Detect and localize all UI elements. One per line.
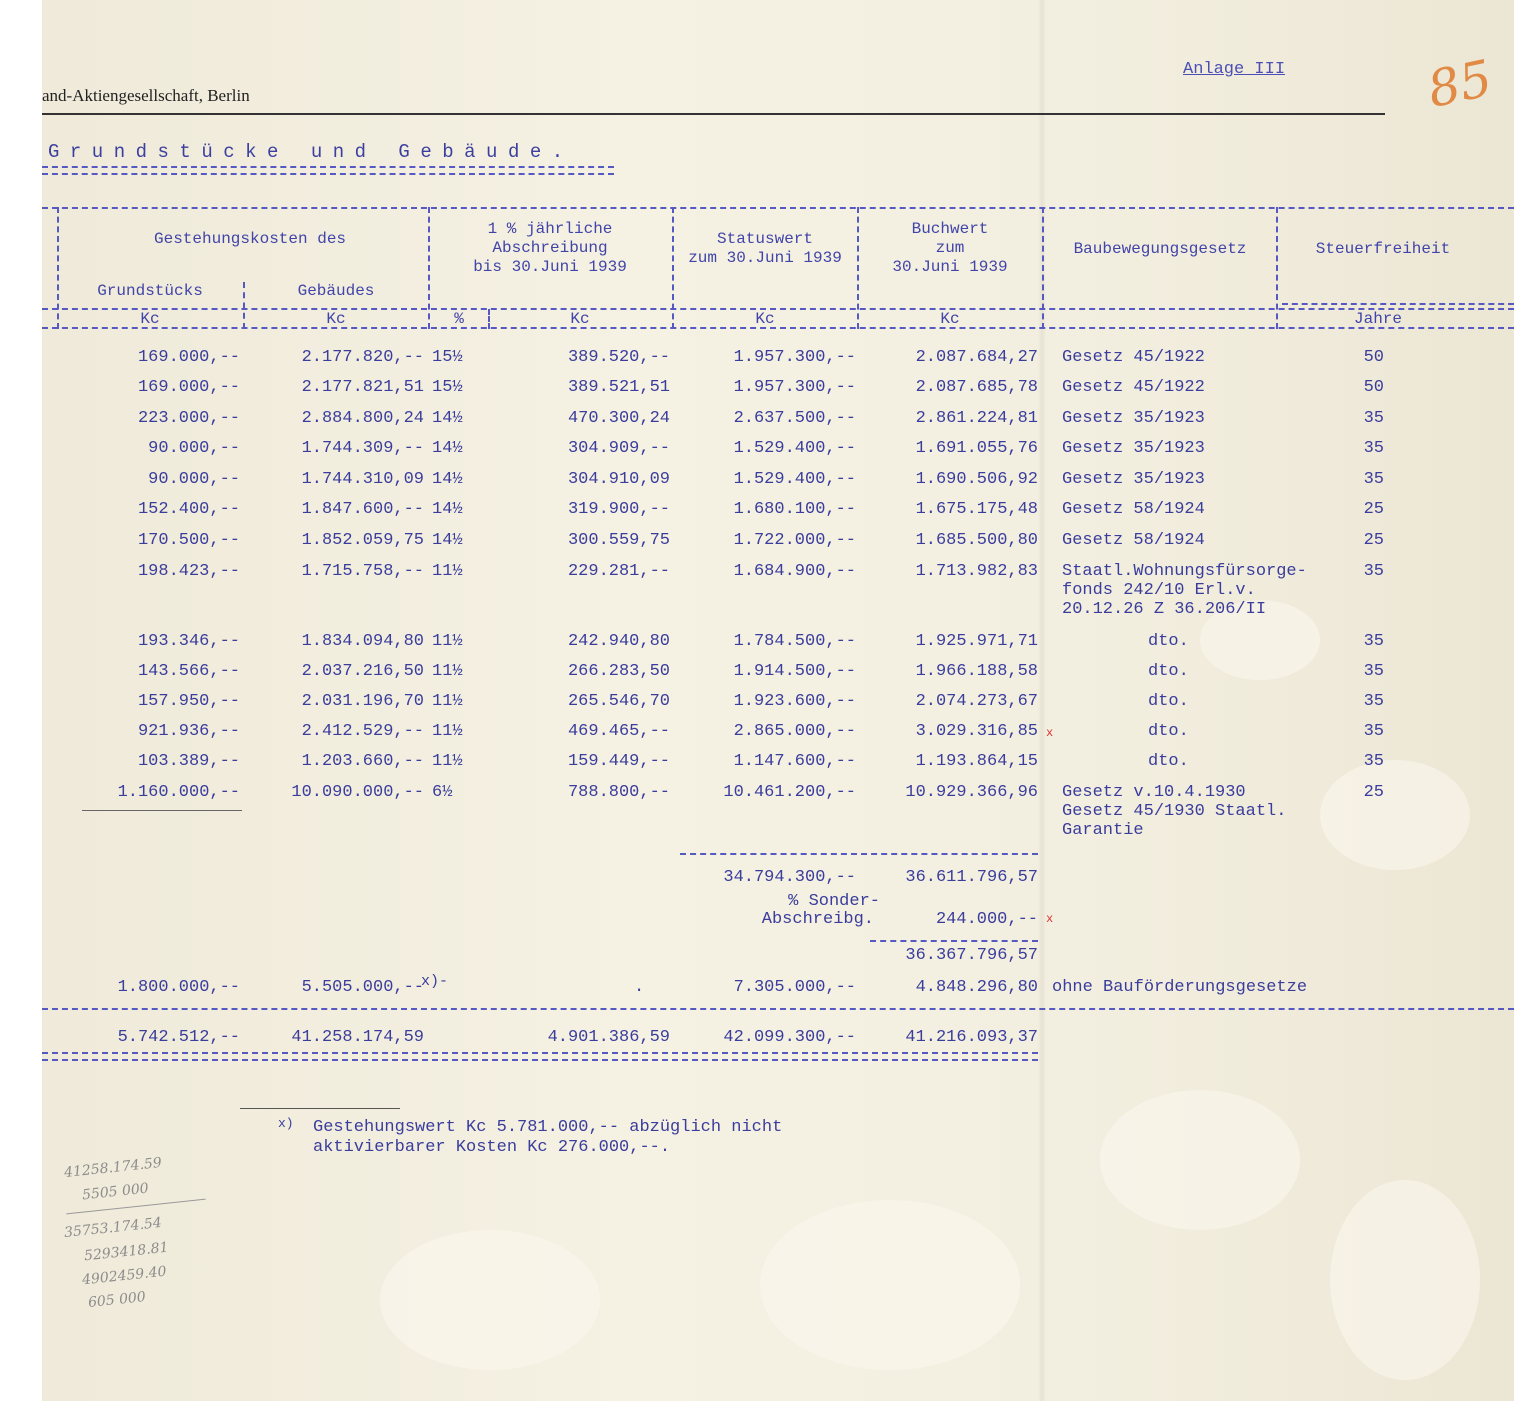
row-geb-cell: 2.884.800,24 — [301, 409, 424, 428]
row-grund-cell: 103.389,-- — [137, 752, 240, 771]
header-rule — [42, 113, 1385, 115]
header-abschreibung-line3: bis 30.Juni 1939 — [473, 258, 627, 276]
sonder-label-1: % Sonder- — [788, 892, 880, 911]
row-status-cell: 1.680.100,-- — [733, 500, 856, 519]
row-pct-cell: 11½ — [432, 562, 463, 581]
row-jahre-cell: 25 — [1363, 783, 1384, 802]
row-buch-cell: 1.925.971,71 — [915, 632, 1038, 651]
header-statuswert — [674, 230, 856, 268]
row-geb-cell: 1.852.059,75 — [301, 531, 424, 550]
row-abschr-cell: 469.465,-- — [567, 722, 670, 741]
row-pct-cell: 11½ — [432, 632, 463, 651]
header-statuswert-line2: zum 30.Juni 1939 — [688, 249, 842, 267]
pencil-note: 35753.174.54 — [63, 1214, 163, 1242]
header-statuswert-line1: Statuswert — [716, 230, 813, 248]
header-gestehungskosten: Gestehungskosten des — [153, 230, 347, 248]
row-pct-cell: 15½ — [432, 348, 463, 367]
unit-status: Kc — [755, 310, 775, 328]
paper-stain — [1320, 760, 1470, 870]
sonder-label-2: Abschreibg. — [761, 910, 874, 929]
subtotal-buch: 36.611.796,57 — [905, 868, 1038, 887]
header-abschreibung-line1: 1 % jährliche — [487, 220, 613, 238]
row-abschr-cell: 788.800,-- — [567, 783, 670, 802]
row-jahre-cell: 25 — [1363, 531, 1384, 550]
row-abschr-cell: 242.940,80 — [567, 632, 670, 651]
ohne-gesetz: ohne Bauförderungsgesetze — [1052, 978, 1308, 997]
row-pct-cell: 14½ — [432, 500, 463, 519]
row-abschr-cell: 389.521,51 — [567, 378, 670, 397]
row-buch-cell: 1.966.188,58 — [915, 662, 1038, 681]
row-status-cell: 1.957.300,-- — [733, 378, 856, 397]
row-grund-cell: 193.346,-- — [137, 632, 240, 651]
row-grund-cell: 152.400,-- — [137, 500, 240, 519]
row-abschr-cell: 389.520,-- — [567, 348, 670, 367]
row-status-cell: 2.637.500,-- — [733, 409, 856, 428]
col-divider — [243, 282, 245, 329]
row-buch-cell: 10.929.366,96 — [905, 783, 1038, 802]
row-gesetz-cell: Gesetz 35/1923 — [1062, 470, 1205, 489]
row-jahre-cell: 50 — [1363, 378, 1384, 397]
row-status-cell: 1.784.500,-- — [733, 632, 856, 651]
row-abschr-cell: 304.909,-- — [567, 439, 670, 458]
grund-col-underline — [82, 810, 242, 811]
handwritten-page-number: 85 — [1422, 49, 1497, 119]
row-status-cell: 1.957.300,-- — [733, 348, 856, 367]
row-buch-cell: 2.074.273,67 — [915, 692, 1038, 711]
document-title: Grundstücke und Gebäude. — [48, 141, 574, 163]
total-grund: 5.742.512,-- — [117, 1028, 240, 1047]
row-gesetz-cell: Staatl.Wohnungsfürsorge- — [1062, 562, 1307, 581]
row-status-cell: 1.684.900,-- — [733, 562, 856, 581]
row-grund-cell: 1.160.000,-- — [117, 783, 240, 802]
row-pct-cell: 11½ — [432, 692, 463, 711]
row-status-cell: 1.529.400,-- — [733, 470, 856, 489]
row-geb-cell: 10.090.000,-- — [291, 783, 424, 802]
paper-stain — [1330, 1180, 1480, 1380]
row-gesetz-cell: Gesetz 58/1924 — [1062, 500, 1205, 519]
red-check-mark: x — [1046, 912, 1054, 926]
row-abschr-cell: 266.283,50 — [567, 662, 670, 681]
annex-label: Anlage III — [1183, 60, 1286, 79]
row-geb-cell: 1.744.309,-- — [301, 439, 424, 458]
ohne-abschr-dot: . — [634, 978, 645, 997]
row-gesetz-cell: dto. — [1148, 752, 1189, 771]
row-gesetz-cell: Gesetz 58/1924 — [1062, 531, 1205, 550]
ohne-status: 7.305.000,-- — [733, 978, 856, 997]
red-check-mark: x — [1046, 726, 1054, 740]
row-status-cell: 1.722.000,-- — [733, 531, 856, 550]
pencil-note: 605 000 — [87, 1289, 147, 1311]
row-geb-cell: 2.177.820,-- — [301, 348, 424, 367]
row-gesetz-cell: Gesetz 35/1923 — [1062, 409, 1205, 428]
row-geb-cell: 1.744.310,09 — [301, 470, 424, 489]
pencil-note: 4902459.40 — [81, 1263, 168, 1289]
unit-abschr: Kc — [570, 310, 590, 328]
unit-pct: % — [454, 310, 464, 328]
row-status-cell: 2.865.000,-- — [733, 722, 856, 741]
row-grund-cell: 90.000,-- — [148, 470, 240, 489]
row-jahre-cell: 35 — [1363, 470, 1384, 489]
subtotal-status: 34.794.300,-- — [723, 868, 856, 887]
row-pct-cell: 14½ — [432, 470, 463, 489]
subtotal-rule — [680, 853, 1038, 855]
col-divider — [857, 207, 859, 329]
title-underline — [42, 166, 614, 175]
row-grund-cell: 921.936,-- — [137, 722, 240, 741]
row-status-cell: 1.147.600,-- — [733, 752, 856, 771]
footnote-line2: aktivierbarer Kosten Kc 276.000,--. — [313, 1138, 671, 1157]
pencil-note: 5505 000 — [81, 1180, 150, 1204]
ohne-geb: 5.505.000,-- — [301, 978, 424, 997]
footnote-rule — [240, 1108, 400, 1109]
unit-buch: Kc — [940, 310, 960, 328]
ohne-buch: 4.848.296,80 — [915, 978, 1038, 997]
total-buch: 41.216.093,37 — [905, 1028, 1038, 1047]
total-abschr: 4.901.386,59 — [547, 1028, 670, 1047]
unit-jahre: Jahre — [1353, 310, 1402, 328]
row-buch-cell: 2.087.685,78 — [915, 378, 1038, 397]
paper-stain — [380, 1230, 600, 1370]
row-grund-cell: 170.500,-- — [137, 531, 240, 550]
row-geb-cell: 1.715.758,-- — [301, 562, 424, 581]
row-jahre-cell: 35 — [1363, 662, 1384, 681]
row-pct-cell: 14½ — [432, 409, 463, 428]
row-jahre-cell: 35 — [1363, 632, 1384, 651]
ohne-grund: 1.800.000,-- — [117, 978, 240, 997]
header-abschreibung-line2: Abschreibung — [492, 239, 608, 257]
header-abschreibung — [430, 220, 670, 277]
row-gesetz-cell: dto. — [1148, 632, 1189, 651]
row-jahre-cell: 35 — [1363, 439, 1384, 458]
header-buchwert-line2: zum — [935, 239, 965, 257]
header-steuerfreiheit: Steuerfreiheit — [1315, 240, 1451, 258]
row-pct-cell: 11½ — [432, 722, 463, 741]
row-grund-cell: 169.000,-- — [137, 348, 240, 367]
header-gebaeudes: Gebäudes — [297, 282, 375, 300]
steuer-sub-rule — [1282, 303, 1514, 305]
header-buchwert-line3: 30.Juni 1939 — [892, 258, 1008, 276]
row-jahre-cell: 25 — [1363, 500, 1384, 519]
scan-edge — [0, 0, 42, 1401]
row-gesetz-cell: Gesetz v.10.4.1930 — [1062, 783, 1246, 802]
row-grund-cell: 90.000,-- — [148, 439, 240, 458]
row-pct-cell: 11½ — [432, 662, 463, 681]
unit-geb: Kc — [326, 310, 346, 328]
sonder-rule — [870, 940, 1038, 942]
row-geb-cell: 2.412.529,-- — [301, 722, 424, 741]
row-buch-cell: 1.690.506,92 — [915, 470, 1038, 489]
row-pct-cell: 11½ — [432, 752, 463, 771]
header-grundstuecks: Grundstücks — [97, 282, 203, 300]
row-gesetz-cell: dto. — [1148, 722, 1189, 741]
row-abschr-cell: 319.900,-- — [567, 500, 670, 519]
paper-stain — [1100, 1090, 1300, 1230]
row-grund-cell: 143.566,-- — [137, 662, 240, 681]
row-jahre-cell: 50 — [1363, 348, 1384, 367]
row-gesetz-cell: fonds 242/10 Erl.v. — [1062, 581, 1256, 600]
total-status: 42.099.300,-- — [723, 1028, 856, 1047]
row-gesetz-cell: dto. — [1148, 692, 1189, 711]
paper-stain — [760, 1200, 1020, 1370]
row-jahre-cell: 35 — [1363, 722, 1384, 741]
row-geb-cell: 2.177.821,51 — [301, 378, 424, 397]
row-grund-cell: 157.950,-- — [137, 692, 240, 711]
ohne-footnote-mark: x)- — [421, 973, 449, 990]
col-divider — [1042, 207, 1044, 329]
row-gesetz-cell: 20.12.26 Z 36.206/II — [1062, 600, 1267, 619]
row-abschr-cell: 229.281,-- — [567, 562, 670, 581]
row-geb-cell: 1.834.094,80 — [301, 632, 424, 651]
row-pct-cell: 14½ — [432, 439, 463, 458]
row-status-cell: 1.529.400,-- — [733, 439, 856, 458]
row-geb-cell: 1.847.600,-- — [301, 500, 424, 519]
row-gesetz-cell: Gesetz 45/1922 — [1062, 348, 1205, 367]
row-buch-cell: 3.029.316,85 — [915, 722, 1038, 741]
row-jahre-cell: 35 — [1363, 692, 1384, 711]
row-grund-cell: 169.000,-- — [137, 378, 240, 397]
footnote-mark: x) — [278, 1116, 294, 1131]
col-divider — [57, 207, 59, 329]
row-buch-cell: 1.193.864,15 — [915, 752, 1038, 771]
row-buch-cell: 1.675.175,48 — [915, 500, 1038, 519]
row-abschr-cell: 470.300,24 — [567, 409, 670, 428]
row-gesetz-cell: Gesetz 45/1922 — [1062, 378, 1205, 397]
row-gesetz-cell: Gesetz 35/1923 — [1062, 439, 1205, 458]
total-double-rule — [42, 1052, 1038, 1061]
company-name: and-Aktiengesellschaft, Berlin — [42, 86, 250, 105]
unit-grund: Kc — [140, 310, 160, 328]
row-geb-cell: 2.037.216,50 — [301, 662, 424, 681]
row-abschr-cell: 300.559,75 — [567, 531, 670, 550]
row-buch-cell: 2.861.224,81 — [915, 409, 1038, 428]
pencil-note: 41258.174.59 — [63, 1154, 163, 1182]
header-buchwert — [860, 220, 1040, 277]
row-pct-cell: 6½ — [432, 783, 453, 802]
row-abschr-cell: 304.910,09 — [567, 470, 670, 489]
row-gesetz-cell: Gesetz 45/1930 Staatl. — [1062, 802, 1287, 821]
row-buch-cell: 2.087.684,27 — [915, 348, 1038, 367]
row-jahre-cell: 35 — [1363, 752, 1384, 771]
row-buch-cell: 1.713.982,83 — [915, 562, 1038, 581]
total-top-rule — [42, 1008, 1514, 1010]
pencil-note: 5293418.81 — [83, 1239, 170, 1265]
row-jahre-cell: 35 — [1363, 409, 1384, 428]
row-abschr-cell: 265.546,70 — [567, 692, 670, 711]
row-buch-cell: 1.691.055,76 — [915, 439, 1038, 458]
row-grund-cell: 223.000,-- — [137, 409, 240, 428]
row-geb-cell: 1.203.660,-- — [301, 752, 424, 771]
row-pct-cell: 15½ — [432, 378, 463, 397]
sonder-value: 244.000,-- — [935, 910, 1038, 929]
row-grund-cell: 198.423,-- — [137, 562, 240, 581]
after-sonder-buch: 36.367.796,57 — [905, 946, 1038, 965]
row-pct-cell: 14½ — [432, 531, 463, 550]
footnote-line1: Gestehungswert Kc 5.781.000,-- abzüglich nicht — [313, 1118, 783, 1137]
row-status-cell: 10.461.200,-- — [723, 783, 856, 802]
row-gesetz-cell: dto. — [1148, 662, 1189, 681]
row-status-cell: 1.914.500,-- — [733, 662, 856, 681]
row-geb-cell: 2.031.196,70 — [301, 692, 424, 711]
header-buchwert-line1: Buchwert — [911, 220, 989, 238]
total-geb: 41.258.174,59 — [291, 1028, 424, 1047]
header-baubewegungsgesetz: Baubewegungsgesetz — [1073, 240, 1247, 258]
row-gesetz-cell: Garantie — [1062, 821, 1144, 840]
row-abschr-cell: 159.449,-- — [567, 752, 670, 771]
table-top-rule — [42, 207, 1514, 209]
row-jahre-cell: 35 — [1363, 562, 1384, 581]
row-buch-cell: 1.685.500,80 — [915, 531, 1038, 550]
row-status-cell: 1.923.600,-- — [733, 692, 856, 711]
